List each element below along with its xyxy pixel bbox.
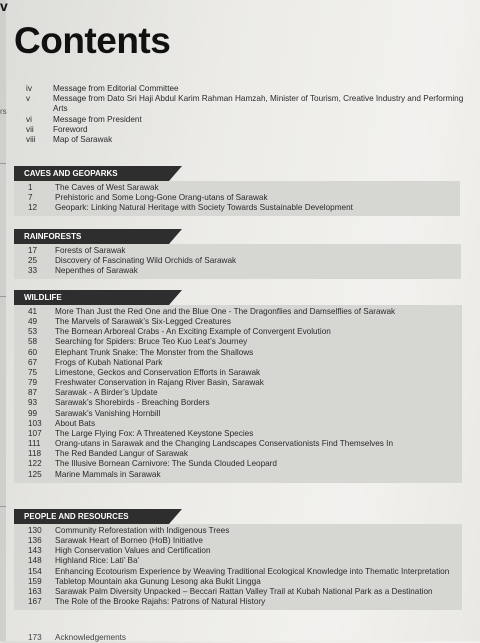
page-number: 49 (28, 317, 38, 327)
entry-title: Geopark: Linking Natural Heritage with Society Towards Sustainable Development (55, 203, 353, 213)
page-number: 130 (28, 526, 42, 535)
toc-entry[interactable] (28, 526, 462, 536)
page-number: 12 (28, 203, 38, 213)
page-number: 143 (28, 546, 42, 556)
page-number: vii (26, 124, 34, 134)
page-number: 167 (28, 597, 42, 607)
entry-title: The Caves of West Sarawak (55, 183, 159, 192)
page-number: 107 (28, 428, 42, 438)
entry-title: Sarawak Heart of Borneo (HoB) Initiative (55, 536, 203, 546)
page-number: 33 (28, 266, 38, 276)
page-number: 60 (28, 347, 38, 357)
page-number: 111 (28, 439, 41, 449)
toc-entry[interactable] (28, 587, 462, 597)
toc-entry[interactable] (28, 358, 462, 368)
toc-entry[interactable] (26, 115, 466, 125)
entry-title: Message from Editorial Committee (53, 84, 179, 93)
toc-entry[interactable] (28, 577, 462, 587)
entry-title: Tabletop Mountain aka Gunung Lesong aka Bukit Lingga (55, 576, 261, 586)
entry-title: Discovery of Fascinating Wild Orchids of Sarawak (55, 256, 237, 266)
page-number: 25 (28, 256, 38, 266)
corner-glyph: v (0, 0, 8, 14)
toc-entry[interactable] (26, 84, 466, 94)
page-number: 173 (28, 633, 42, 642)
section-caves-and-geoparks (14, 166, 460, 216)
page-number: viii (26, 135, 36, 145)
entry-title: Message from President (53, 114, 142, 124)
page-number: 136 (28, 536, 42, 546)
page-number: 159 (28, 576, 42, 586)
entry-title: Elephant Trunk Snake: The Monster from the Shallows (55, 347, 254, 357)
entry-title: Acknowledgements (55, 633, 126, 642)
toc-entry[interactable] (28, 419, 462, 429)
section-heading: CAVES AND GEOPARKS (14, 166, 169, 181)
page-number: 148 (28, 556, 42, 566)
page-number: 58 (28, 337, 38, 347)
page-number: 103 (28, 418, 42, 428)
entry-title: Sarawak - A Birder’s Update (55, 388, 158, 398)
page-number: 99 (28, 408, 38, 418)
entry-title: Sarawak Palm Diversity Unpacked – Beccari Rattan Valley Trail at Kubah National Park as a Destination (55, 586, 433, 596)
toc-entry[interactable] (28, 470, 462, 480)
toc-entry[interactable] (26, 135, 466, 145)
page-number: 122 (28, 459, 42, 469)
entry-title: Orang-utans in Sarawak and the Changing Landscapes Conservationists Find Themselves In (55, 439, 394, 449)
section-rainforests (14, 229, 461, 279)
section-body (14, 181, 460, 216)
entry-title: The Role of the Brooke Rajahs: Patrons of Natural History (55, 597, 266, 607)
entry-title: The Bornean Arboreal Crabs - An Exciting Example of Convergent Evolution (55, 327, 331, 337)
entry-title: Limestone, Geckos and Conservation Efforts in Sarawak (55, 367, 261, 377)
toc-entry[interactable] (26, 94, 466, 114)
entry-title: About Bats (55, 418, 96, 428)
section-body (14, 524, 462, 610)
toc-entry[interactable] (28, 398, 462, 408)
toc-entry[interactable] (28, 556, 462, 566)
entry-title: Sarawak’s Shorebirds - Breaching Borders (55, 398, 210, 408)
toc-entry[interactable] (28, 348, 462, 358)
entry-title: The Marvels of Sarawak’s Six-Legged Creatures (55, 317, 231, 327)
toc-entry[interactable] (28, 429, 462, 439)
section-body (14, 305, 462, 483)
toc-entry[interactable] (28, 203, 460, 213)
toc-entry[interactable] (28, 266, 461, 276)
front-matter-list (26, 84, 466, 145)
entry-title: Foreword (53, 124, 88, 134)
section-wildlife (14, 290, 462, 483)
entry-title: Highland Rice: Lati’ Ba’ (55, 556, 140, 566)
page-number: 154 (28, 566, 42, 576)
toc-entry[interactable] (28, 307, 462, 317)
adjacent-page-glyph: rs (0, 107, 7, 116)
toc-entry[interactable] (28, 193, 460, 203)
toc-entry[interactable] (28, 439, 462, 449)
page-number: 7 (28, 193, 33, 203)
toc-entry[interactable] (26, 125, 466, 135)
page-number: 1 (28, 183, 33, 192)
entry-title: Sarawak’s Vanishing Hornbill (55, 408, 161, 418)
page-number: 53 (28, 327, 38, 337)
entry-title: Message from Dato Sri Haji Abdul Karim Rahman Hamzah, Minister of Tourism, Creative Industry and Performing Arts (53, 94, 464, 114)
toc-entry[interactable] (28, 246, 461, 256)
entry-title: Map of Sarawak (53, 135, 113, 145)
section-heading: PEOPLE AND RESOURCES (14, 509, 169, 524)
entry-title: The Red Banded Langur of Sarawak (55, 449, 188, 459)
toc-entry[interactable] (28, 546, 462, 556)
toc-entry[interactable] (28, 536, 462, 546)
toc-entry[interactable] (28, 368, 462, 378)
entry-title: Nepenthes of Sarawak (55, 266, 138, 276)
toc-entry-acknowledgements[interactable] (28, 633, 448, 643)
entry-title: Enhancing Ecotourism Experience by Weaving Traditional Ecological Knowledge into Thematic Interpretation (55, 566, 450, 576)
section-heading: WILDLIFE (14, 290, 169, 305)
page-number: 79 (28, 378, 38, 388)
margin-rule (0, 296, 6, 297)
margin-rule (0, 163, 6, 164)
entry-title: Forests of Sarawak (55, 246, 126, 255)
toc-entry[interactable] (28, 388, 462, 398)
entry-title: The Illusive Bornean Carnivore: The Sunda Clouded Leopard (55, 459, 277, 469)
toc-entry[interactable] (28, 449, 462, 459)
entry-title: More Than Just the Red One and the Blue One - The Dragonflies and Damselflies of Sarawak (55, 307, 396, 316)
page-title: Contents (14, 20, 171, 61)
entry-title: Freshwater Conservation in Rajang River Basin, Sarawak (55, 378, 264, 388)
section-heading: RAINFORESTS (14, 229, 169, 244)
page-number: 67 (28, 357, 38, 367)
toc-entry[interactable] (28, 409, 462, 419)
page-number: 118 (28, 449, 42, 459)
toc-entry[interactable] (28, 327, 462, 337)
entry-title: Prehistoric and Some Long-Gone Orang-utans of Sarawak (55, 193, 268, 203)
page-edge (0, 0, 6, 641)
toc-entry[interactable] (28, 597, 462, 607)
page-number: 41 (28, 307, 38, 316)
toc-entry[interactable] (28, 378, 462, 388)
toc-entry[interactable] (28, 459, 462, 469)
margin-rule (0, 506, 6, 507)
toc-entry[interactable] (28, 337, 462, 347)
page-number: 87 (28, 388, 38, 398)
entry-title: The Large Flying Fox: A Threatened Keystone Species (55, 428, 254, 438)
page-number: 163 (28, 586, 42, 596)
page-number: 93 (28, 398, 38, 408)
entry-title: Marine Mammals in Sarawak (55, 469, 161, 479)
section-people-and-resources (14, 509, 462, 610)
entry-title: Community Reforestation with Indigenous Trees (55, 526, 230, 535)
toc-entry[interactable] (28, 567, 462, 577)
page-number: vi (26, 114, 32, 124)
page-number: 125 (28, 469, 42, 479)
entry-title: High Conservation Values and Certification (55, 546, 211, 556)
page-number: 75 (28, 367, 38, 377)
toc-entry[interactable] (28, 256, 461, 266)
toc-entry[interactable] (28, 317, 462, 327)
toc-entry[interactable] (28, 183, 460, 193)
entry-title: Searching for Spiders: Bruce Teo Kuo Leat’s Journey (55, 337, 248, 347)
page-number: 17 (28, 246, 38, 255)
section-body (14, 244, 461, 279)
page-number: v (26, 94, 31, 104)
entry-title: Frogs of Kubah National Park (55, 357, 163, 367)
page-number: iv (26, 84, 32, 93)
